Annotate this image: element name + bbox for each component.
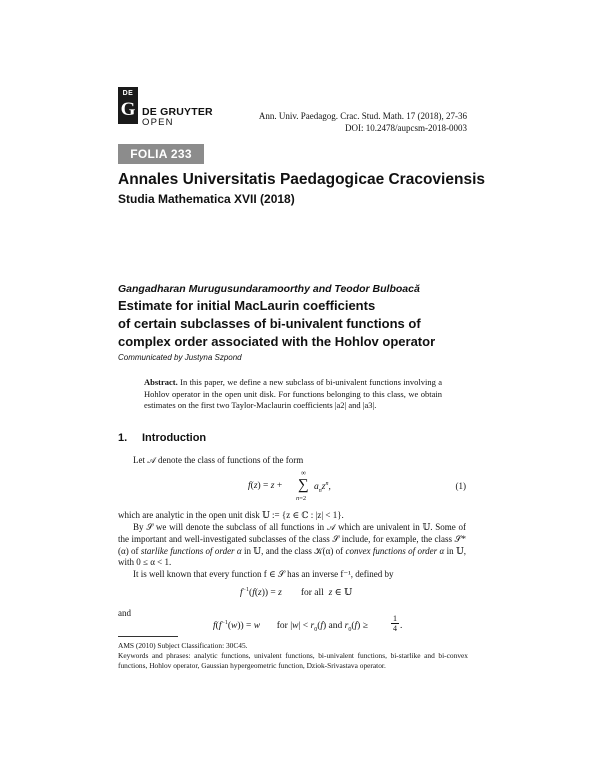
paper-title-line: complex order associated with the Hohlov operator bbox=[118, 334, 436, 349]
journal-reference bbox=[259, 110, 467, 134]
section-number: 1. bbox=[118, 432, 128, 444]
emphasis-text: starlike functions of order α bbox=[140, 545, 242, 556]
abstract-label: Abstract. bbox=[144, 377, 178, 387]
emphasis-text: convex functions of order α bbox=[345, 545, 445, 556]
logo-g-letter: G bbox=[120, 99, 136, 120]
footnote-rule bbox=[118, 636, 178, 637]
equation-number: (1) bbox=[455, 481, 466, 491]
paper-title-line: of certain subclasses of bi-univalent functions of bbox=[118, 316, 421, 331]
paragraph-text: in 𝕌, and the class 𝒦(α) of bbox=[243, 545, 344, 556]
paragraph-text: in 𝕌, with 0 ≤ α < 1. bbox=[118, 545, 466, 568]
publisher-name: DE GRUYTER bbox=[142, 106, 213, 118]
section-heading bbox=[118, 432, 206, 444]
abstract bbox=[144, 377, 442, 412]
folia-badge: FOLIA 233 bbox=[118, 144, 204, 164]
keywords: Keywords and phrases: analytic functions, univalent functions, bi-univalent functions, bi-starlike and bi-convex functions, Hohlov operator, Gaussian hypergeometric function, Dziok-Srivastava operator. bbox=[118, 651, 468, 670]
paragraph: which are analytic in the open unit disk 𝕌 := {z ∈ ℂ : |z| < 1}. bbox=[118, 510, 344, 520]
publisher-sub: OPEN bbox=[142, 117, 174, 128]
abstract-text: In this paper, we define a new subclass of bi-univalent functions involving a Hohlov operator in the open unit disk. For functions belonging to this class, we obtain estimates on the first two Taylor-Maclaurin coefficients |a2| and |a3|. bbox=[144, 377, 442, 411]
communicated-by: Communicated by Justyna Szpond bbox=[118, 353, 242, 362]
journal-subtitle: Studia Mathematica XVII (2018) bbox=[118, 192, 295, 206]
paragraph-text: By 𝒮 we will denote the subclass of all functions in 𝒜 which are univalent in 𝕌. Some of the important and well-investigated subclasses of the class 𝒮 include, for example, the class 𝒮*(α) of bbox=[118, 522, 466, 556]
journal-reference-line: Ann. Univ. Paedagog. Crac. Stud. Math. 17 (2018), 27-36 bbox=[258, 111, 467, 121]
paragraph: It is well known that every function f ∈ 𝒮 has an inverse f⁻¹, defined by bbox=[133, 569, 394, 579]
section-title: Introduction bbox=[142, 432, 207, 444]
doi-line: DOI: 10.2478/aupcsm-2018-0003 bbox=[345, 123, 467, 133]
equation-inverse: $f^{-1}(f(z)) = z$ for all z ∈ 𝕌 bbox=[240, 587, 353, 599]
logo-de-text: DE bbox=[122, 90, 134, 97]
publisher-logo bbox=[118, 87, 138, 124]
paper-title-line: Estimate for initial MacLaurin coefficients bbox=[118, 298, 376, 313]
journal-title: Annales Universitatis Paedagogicae Cracoviensis bbox=[118, 171, 485, 188]
equation-1: f(z) = z + ∞ ∑ n=2 $a_nz^n$, bbox=[248, 469, 331, 502]
paper-title bbox=[118, 297, 488, 351]
paragraph bbox=[118, 522, 466, 569]
paragraph: Let 𝒜 denote the class of functions of the form bbox=[133, 455, 304, 465]
paper-authors: Gangadharan Murugusundaramoorthy and Teodor Bulboacă bbox=[118, 283, 420, 295]
and-text: and bbox=[118, 608, 131, 618]
equation-radius: $f(f^{-1}(w)) = w$ for $|w| < r_0(f)$ and $r_0(f)$ ≥ 1 4 . bbox=[213, 614, 403, 634]
ams-classification: AMS (2010) Subject Classification: 30C45. bbox=[118, 641, 248, 650]
